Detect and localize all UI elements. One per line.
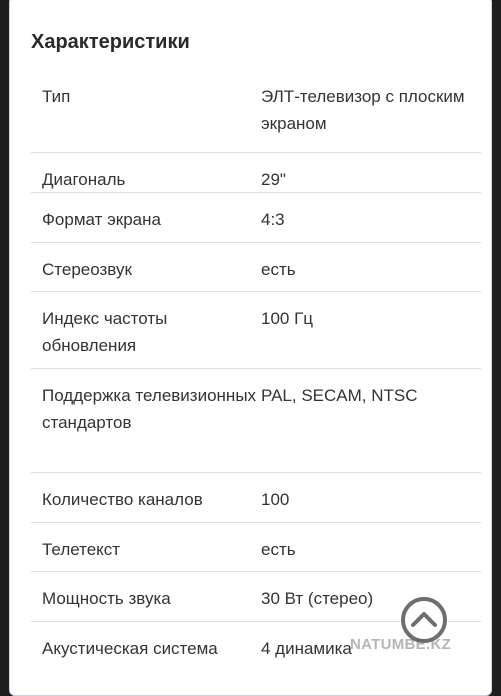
- spec-key: Тип: [42, 87, 71, 106]
- spec-key: Количество каналов: [42, 490, 203, 509]
- spec-key: Поддержка телевизионных стандартов: [42, 386, 257, 432]
- spec-value: 30 Вт (стерео): [261, 589, 374, 608]
- watermark: NATUMBE.KZ: [350, 636, 452, 653]
- specs-panel: [9, 0, 492, 696]
- section-title: Характеристики: [31, 31, 190, 53]
- table-row: [31, 152, 481, 192]
- spec-value: 4 динамика: [261, 639, 352, 658]
- spec-value: 100: [261, 490, 290, 509]
- spec-value: есть: [261, 540, 296, 559]
- table-row: [31, 242, 481, 291]
- spec-value: ЭЛТ-телевизор с плоским экраном: [261, 87, 465, 133]
- specs-table: [31, 70, 481, 671]
- table-row: [31, 291, 481, 368]
- table-row: [31, 522, 481, 571]
- spec-key: Индекс частоты обновления: [42, 309, 168, 355]
- spec-key: Диагональ: [42, 170, 126, 189]
- spec-value: 100 Гц: [261, 309, 314, 328]
- table-row: [31, 368, 481, 472]
- spec-key: Телетекст: [42, 540, 121, 559]
- spec-key: Акустическая система: [42, 639, 218, 658]
- spec-key: Формат экрана: [42, 210, 161, 229]
- spec-value: 4:3: [261, 210, 285, 229]
- spec-value: PAL, SECAM, NTSC: [261, 386, 418, 405]
- spec-key: Стереозвук: [42, 260, 132, 279]
- chevron-up-icon: [410, 605, 438, 633]
- spec-value: 29": [261, 170, 286, 189]
- table-row: [31, 70, 481, 152]
- spec-key: Мощность звука: [42, 589, 171, 608]
- spec-value: есть: [261, 260, 296, 279]
- table-row: [31, 192, 481, 242]
- table-row: [31, 472, 481, 522]
